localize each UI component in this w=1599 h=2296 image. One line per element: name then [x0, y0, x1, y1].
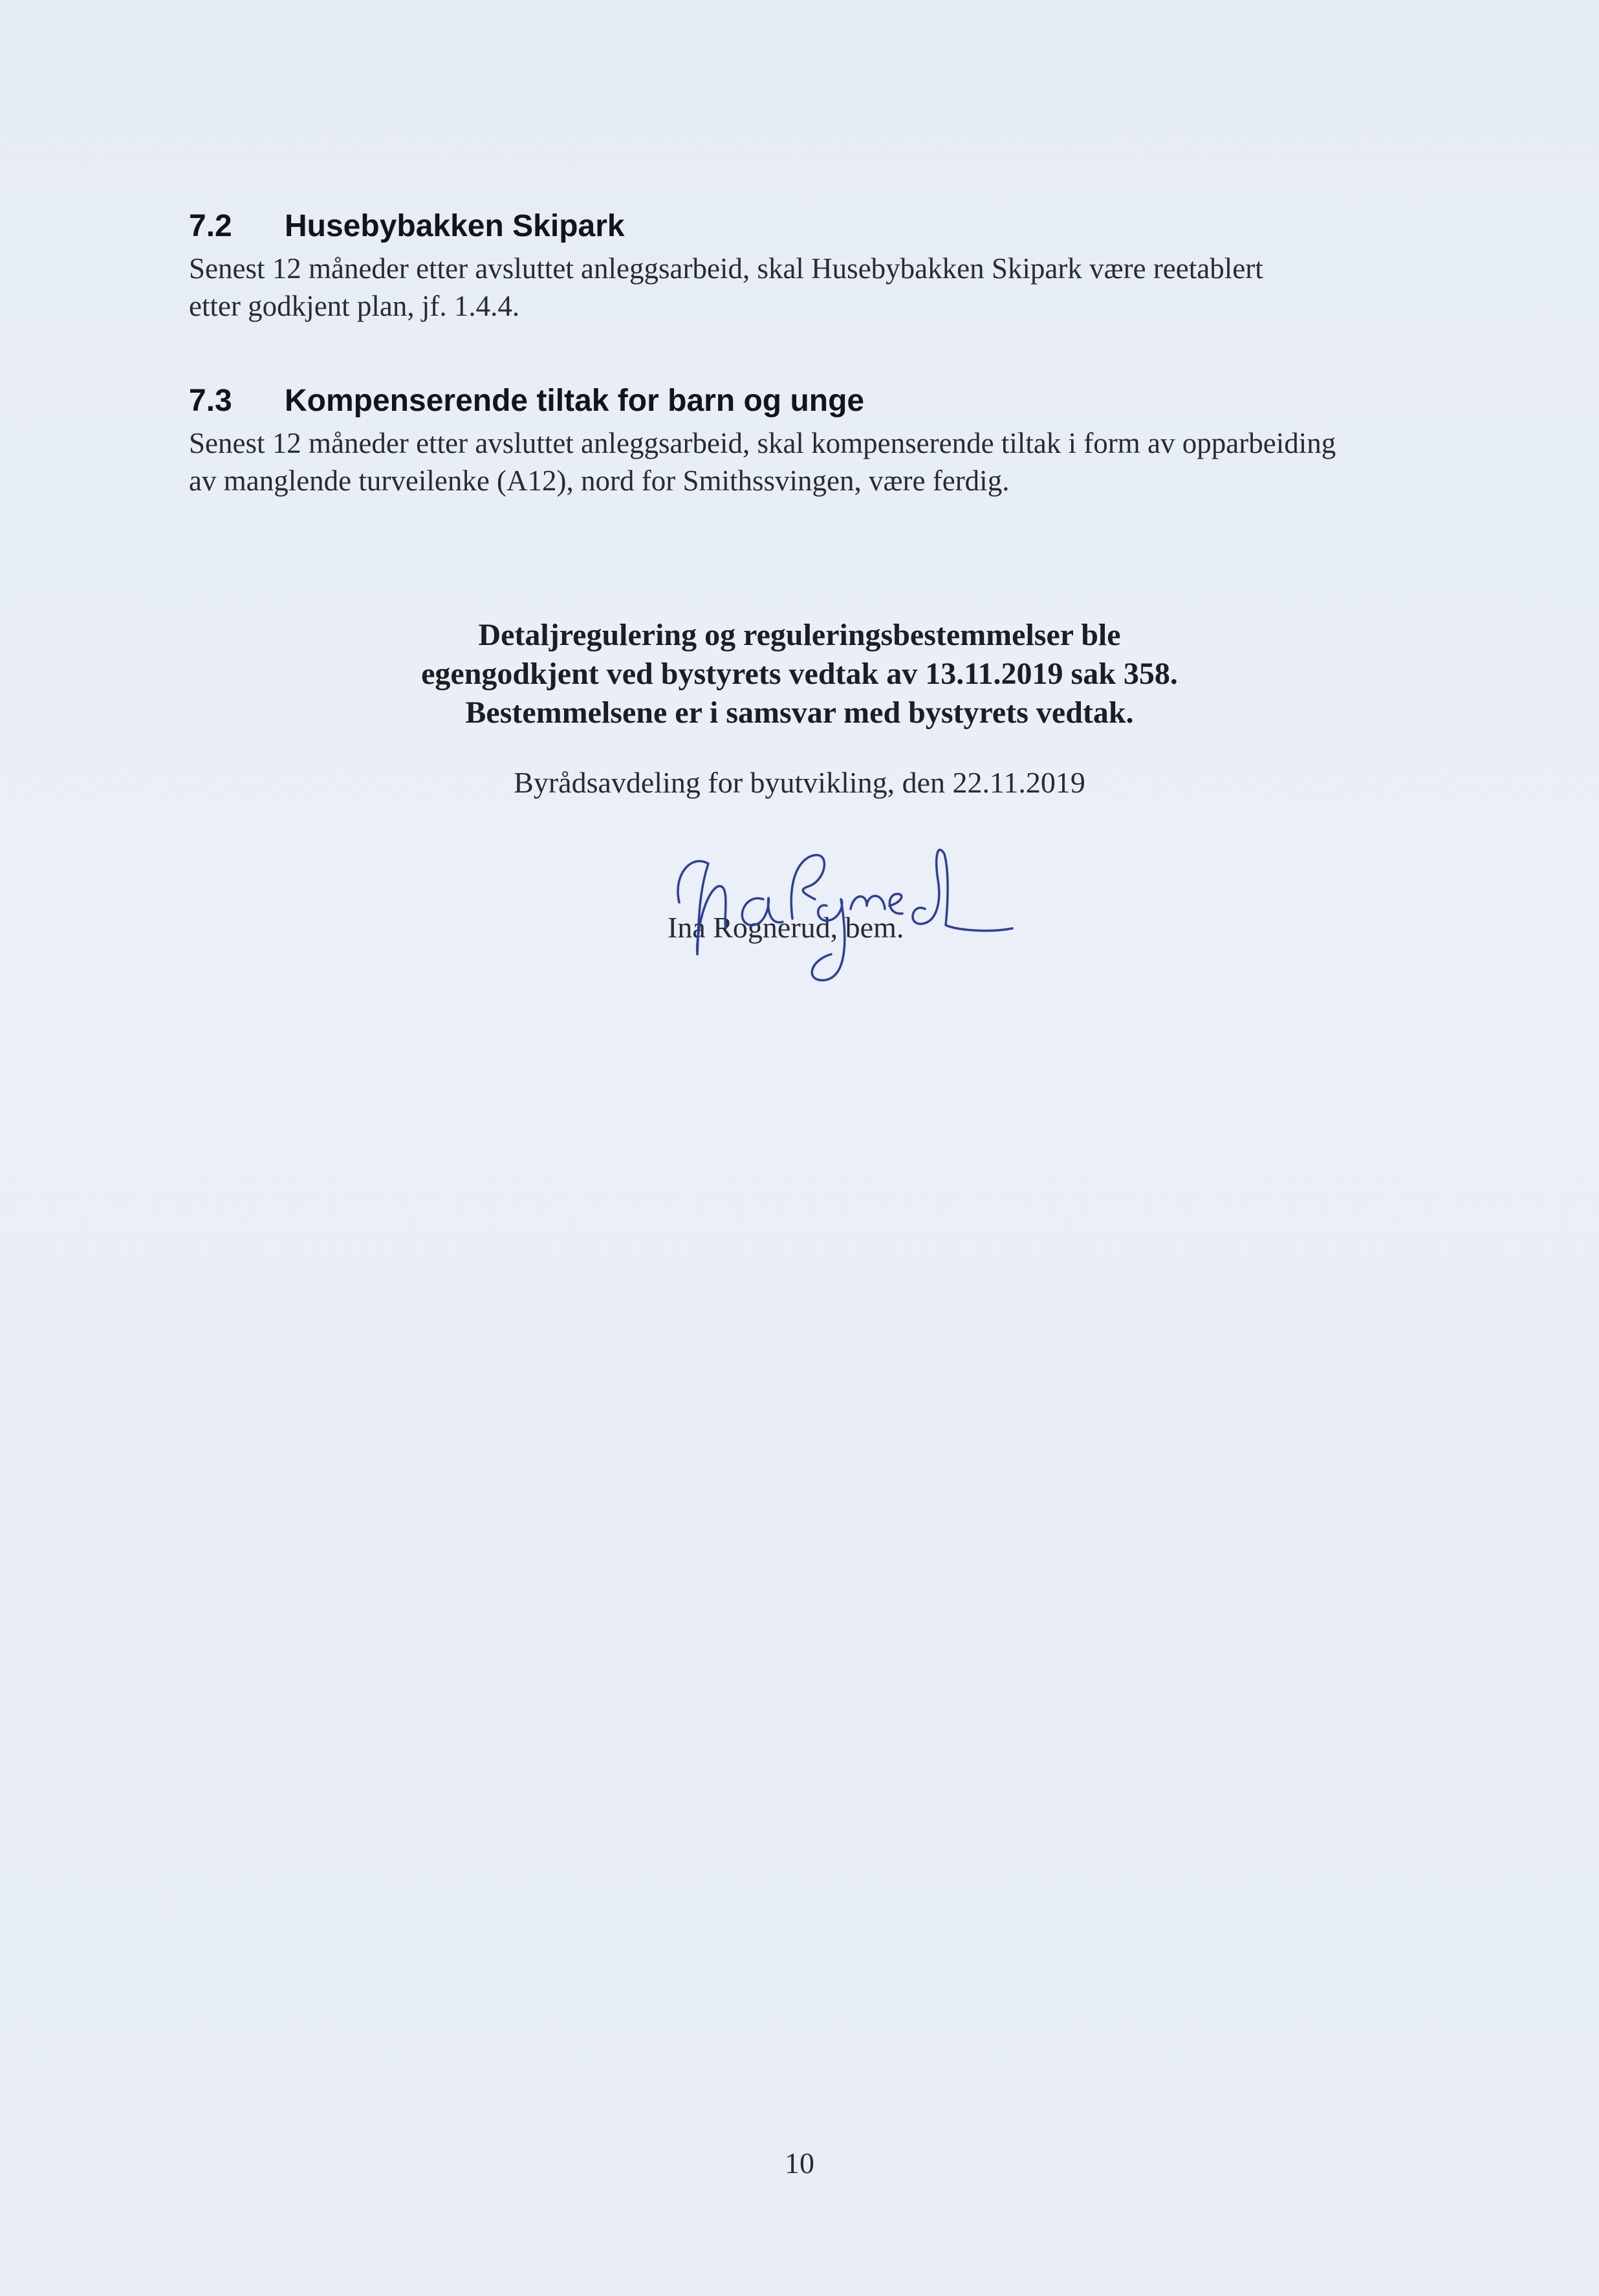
section-7-2	[189, 208, 1431, 325]
approval-statement	[0, 616, 1599, 732]
page-number: 10	[785, 2147, 814, 2180]
section-heading	[189, 208, 1431, 245]
signer-name: Ina Rognerud, bem.	[668, 911, 904, 944]
section-heading	[189, 383, 1431, 419]
body-line: Senest 12 måneder etter avsluttet anleggsarbeid, skal Husebybakken Skipark være reetablert	[189, 252, 1263, 285]
section-title: Kompenserende tiltak for barn og unge	[285, 384, 865, 418]
approval-line: Bestemmelsene er i samsvar med bystyrets vedtak.	[465, 695, 1134, 730]
section-7-3	[189, 383, 1431, 499]
body-line: av manglende turveilenke (A12), nord for Smithssvingen, være ferdig.	[189, 465, 1010, 497]
approval-line: egengodkjent ved bystyrets vedtak av 13.11.2019 sak 358.	[421, 657, 1178, 691]
body-line: etter godkjent plan, jf. 1.4.4.	[189, 290, 520, 322]
section-number: 7.2	[189, 209, 232, 243]
department-date-line: Byrådsavdeling for byutvikling, den 22.11.2019	[514, 766, 1085, 799]
body-line: Senest 12 måneder etter avsluttet anleggsarbeid, skal kompenserende tiltak i form av opparbeiding	[189, 427, 1336, 459]
signature-icon	[653, 796, 1016, 990]
section-body	[189, 250, 1431, 325]
section-title: Husebybakken Skipark	[285, 209, 625, 243]
section-body	[189, 424, 1431, 499]
approval-line: Detaljregulering og reguleringsbestemmelser ble	[478, 618, 1121, 652]
section-number: 7.3	[189, 384, 232, 418]
